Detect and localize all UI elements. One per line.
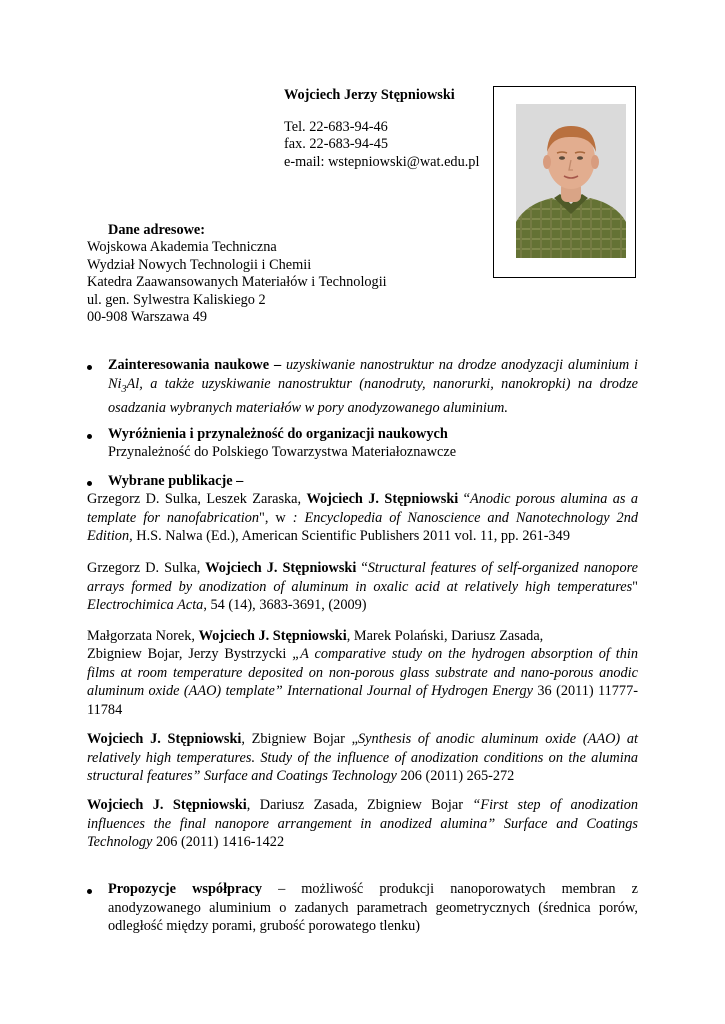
- email-address[interactable]: e-mail: wstepniowski@wat.edu.pl: [284, 154, 480, 170]
- pub3-author-highlight: Wojciech J. Stępniowski: [198, 628, 347, 644]
- pub4-details: 206 (2011) 265-272: [396, 768, 515, 785]
- pub2-author-highlight: Wojciech J. Stępniowski: [205, 560, 357, 576]
- interests-label: Zainteresowania naukowe –: [108, 357, 282, 373]
- address-heading: Dane adresowe:: [108, 222, 206, 238]
- awards-label: Wyróżnienia i przynależność do organizacji naukowych: [108, 426, 448, 442]
- bullet-icon: [87, 434, 92, 439]
- portrait-icon: [516, 104, 626, 258]
- pub5-authors: , Dariusz Zasada, Zbigniew Bojar: [246, 797, 473, 813]
- address-line: Wydział Nowych Technologii i Chemii: [87, 257, 312, 273]
- pub4-authors: , Zbigniew Bojar „: [241, 731, 358, 747]
- pub1-author-highlight: Wojciech J. Stępniowski: [306, 491, 459, 507]
- photo-frame: [493, 86, 636, 278]
- pub3-authors-b: , Marek Polański, Dariusz Zasada,: [346, 628, 544, 644]
- address-line: Katedra Zaawansowanych Materiałów i Technologii: [87, 274, 387, 290]
- interests-subscript: 3: [121, 383, 127, 395]
- pub1-book: : Encyclopedia of Nanoscience and Nanotechnology 2nd Edition,: [87, 509, 638, 545]
- pub4-title: Synthesis of anodic aluminum oxide (AAO) at relatively high temperatures. Study of the influence of anodization conditions on the alumina structural features” Surface and Coatings Technology: [87, 731, 638, 785]
- phone-number: Tel. 22-683-94-46: [284, 119, 388, 135]
- address-line: 00-908 Warszawa 49: [87, 309, 208, 325]
- bullet-icon: [87, 365, 92, 370]
- interests-text-b: Al, a także uzyskiwanie nanostruktur (nanodruty, nanorurki, nanokropki) na drodze osadzania wybranych materiałów w pory anodyzowanego aluminium.: [108, 375, 638, 417]
- pub2-quote: “: [356, 560, 368, 576]
- awards-text: Przynależność do Polskiego Towarzystwa Materiałoznawcze: [108, 444, 457, 460]
- cooperation-label: Propozycje współpracy: [108, 881, 262, 897]
- address-line: Wojskowa Akademia Techniczna: [87, 239, 277, 255]
- address-line: ul. gen. Sylwestra Kaliskiego 2: [87, 292, 266, 308]
- bullet-icon: [87, 889, 92, 894]
- pub3-title: „A comparative study on the hydrogen absorption of thin films at room temperature deposited on non-porous glass substrate and nano-porous anodic aluminum oxide (AAO) template” International Journal of Hydrogen Energy: [87, 646, 638, 700]
- fax-number: fax. 22-683-94-45: [284, 136, 389, 152]
- portrait-photo: [516, 104, 626, 258]
- pub3-authors-c: Zbigniew Bojar, Jerzy Bystrzycki: [87, 646, 293, 662]
- pub2-details: , 54 (14), 3683-3691, (2009): [203, 597, 367, 614]
- publication-4: [87, 730, 638, 786]
- author-name: Wojciech Jerzy Stępniowski: [284, 87, 455, 103]
- publication-1: [87, 490, 638, 546]
- publication-3-line1: [87, 627, 543, 645]
- publication-3: [87, 645, 638, 719]
- publication-2: [87, 559, 638, 615]
- cooperation-proposals: [108, 880, 638, 936]
- pub2-title: Structural features of self-organized nanopore arrays formed by anodization of aluminum in oxalic acid at relatively high temperatures: [87, 560, 638, 595]
- publications-label: Wybrane publikacje –: [108, 473, 244, 489]
- pub1-title: Anodic porous alumina as a template for nanofabrication: [87, 491, 638, 526]
- publication-5: [87, 796, 638, 852]
- pub3-details: 36 (2011) 11777-11784: [87, 683, 638, 718]
- pub2-authors: Grzegorz D. Sulka,: [87, 560, 206, 576]
- pub5-author-highlight: Wojciech J. Stępniowski: [87, 797, 247, 813]
- pub1-mid: ", w: [259, 509, 293, 526]
- pub5-title: “First step of anodization influences the final nanopore arrangement in anodized alumina” Surface and Coatings Technology: [87, 797, 638, 851]
- pub2-mid: ": [632, 578, 638, 595]
- interests-text-a: uzyskiwanie nanostruktur na drodze anodyzacji aluminium i Ni: [108, 357, 639, 392]
- pub3-authors-a: Małgorzata Norek,: [87, 628, 199, 644]
- pub1-details: H.S. Nalwa (Ed.), American Scientific Publishers 2011 vol. 11, pp. 261-349: [132, 528, 570, 545]
- pub5-details: 206 (2011) 1416-1422: [152, 834, 285, 851]
- pub2-journal: Electrochimica Acta: [87, 597, 204, 614]
- pub1-authors: Grzegorz D. Sulka, Leszek Zaraska,: [87, 491, 307, 507]
- pub4-author-highlight: Wojciech J. Stępniowski: [87, 731, 242, 747]
- pub1-quote: “: [458, 491, 471, 507]
- research-interests: [108, 356, 638, 418]
- bullet-icon: [87, 481, 92, 486]
- cooperation-text: – możliwość produkcji nanoporowatych membran z anodyzowanego aluminium o zadanych parametrach geometrycznych (średnica porów, odległość między porami, grubość porowatego tlenku): [108, 881, 638, 935]
